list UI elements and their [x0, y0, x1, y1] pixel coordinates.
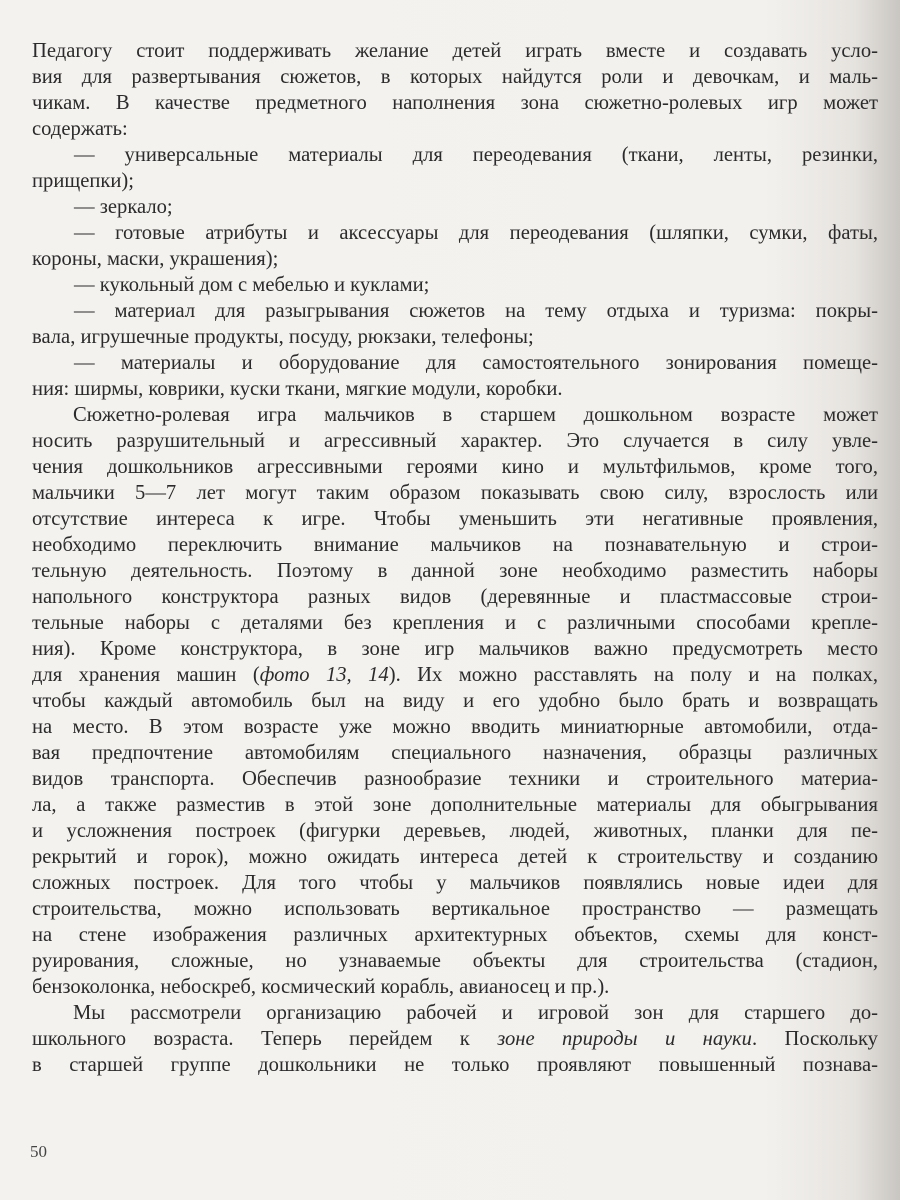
text-line: отсутствие интереса к игре. Чтобы уменьшить эти негативные проявления, [32, 508, 878, 530]
text-line: вала, игрушечные продукты, посуду, рюкзаки, телефоны; [32, 326, 534, 348]
text-line: тельную деятельность. Поэтому в данной зоне необходимо разместить наборы [32, 560, 878, 582]
text-line: чтобы каждый автомобиль был на виду и его удобно было брать и возвращать [32, 690, 878, 712]
text-line: в старшей группе дошкольники не только проявляют повышенный познава- [32, 1054, 878, 1076]
text-line: — зеркало; [74, 196, 173, 218]
text-run: . Поскольку [751, 1028, 878, 1050]
italic-text: зоне природы и науки [497, 1028, 752, 1050]
text-line: и усложнения построек (фигурки деревьев, людей, животных, планки для пе- [32, 820, 878, 842]
text-line: руирования, сложные, но узнаваемые объекты для строительства (стадион, [32, 950, 878, 972]
text-line: чикам. В качестве предметного наполнения зона сюжетно-ролевых игр может [32, 92, 878, 114]
text-line: необходимо переключить внимание мальчиков на познавательную и строи- [32, 534, 878, 556]
text-line: ния: ширмы, коврики, куски ткани, мягкие модули, коробки. [32, 378, 563, 400]
text-line: на стене изображения различных архитектурных объектов, схемы для конст- [32, 924, 878, 946]
text-line: видов транспорта. Обеспечив разнообразие техники и строительного материа- [32, 768, 878, 790]
text-line: Мы рассмотрели организацию рабочей и игровой зон для старшего до- [73, 1002, 878, 1024]
text-line: рекрытий и горок), можно ожидать интереса детей к строительству и созданию [32, 846, 878, 868]
text-line: короны, маски, украшения); [32, 248, 279, 270]
text-line: на место. В этом возрасте уже можно вводить миниатюрные автомобили, отда- [32, 716, 878, 738]
text-line: ния). Кроме конструктора, в зоне игр мальчиков важно предусмотреть место [32, 638, 878, 660]
text-run: ). Их можно расставлять на полу и на полках, [388, 664, 878, 686]
text-line: тельные наборы с деталями без крепления и с различными способами крепле- [32, 612, 878, 634]
text-line: Педагогу стоит поддерживать желание детей играть вместе и создавать усло- [32, 40, 878, 62]
text-line: прищепки); [32, 170, 134, 192]
text-run: для хранения машин ( [32, 664, 260, 686]
text-line: — материалы и оборудование для самостоятельного зонирования помеще- [74, 352, 878, 374]
text-line: бензоколонка, небоскреб, космический корабль, авианосец и пр.). [32, 976, 610, 998]
text-line [32, 1026, 878, 1052]
text-line: ла, а также разместив в этой зоне дополнительные материалы для обыгрывания [32, 794, 878, 816]
text-run: школьного возраста. Теперь перейдем к [32, 1028, 498, 1050]
text-line: — материал для разыгрывания сюжетов на тему отдыха и туризма: покры- [74, 300, 878, 322]
text-line: сложных построек. Для того чтобы у мальчиков появлялись новые идеи для [32, 872, 878, 894]
text-line: носить разрушительный и агрессивный характер. Это случается в силу увле- [32, 430, 878, 452]
text-line: содержать: [32, 118, 128, 140]
text-line: чения дошкольников агрессивными героями кино и мультфильмов, кроме того, [32, 456, 878, 478]
text-line: вия для развертывания сюжетов, в которых найдутся роли и девочкам, и маль- [32, 66, 878, 88]
text-line [32, 662, 878, 688]
body-text [32, 38, 878, 1078]
text-line: — кукольный дом с мебелью и куклами; [74, 274, 430, 296]
text-line: мальчики 5—7 лет могут таким образом показывать свою силу, взрослость или [32, 482, 878, 504]
text-line: вая предпочтение автомобилям специального назначения, образцы различных [32, 742, 878, 764]
italic-text: фото 13, 14 [259, 664, 389, 686]
text-line: строительства, можно использовать вертикальное пространство — размещать [32, 898, 878, 920]
text-line: — универсальные материалы для переодевания (ткани, ленты, резинки, [74, 144, 878, 166]
text-line: — готовые атрибуты и аксессуары для переодевания (шляпки, сумки, фаты, [74, 222, 878, 244]
page-number: 50 [30, 1142, 47, 1161]
text-line: напольного конструктора разных видов (деревянные и пластмассовые строи- [32, 586, 878, 608]
text-line: Сюжетно-ролевая игра мальчиков в старшем дошкольном возрасте может [73, 404, 878, 426]
